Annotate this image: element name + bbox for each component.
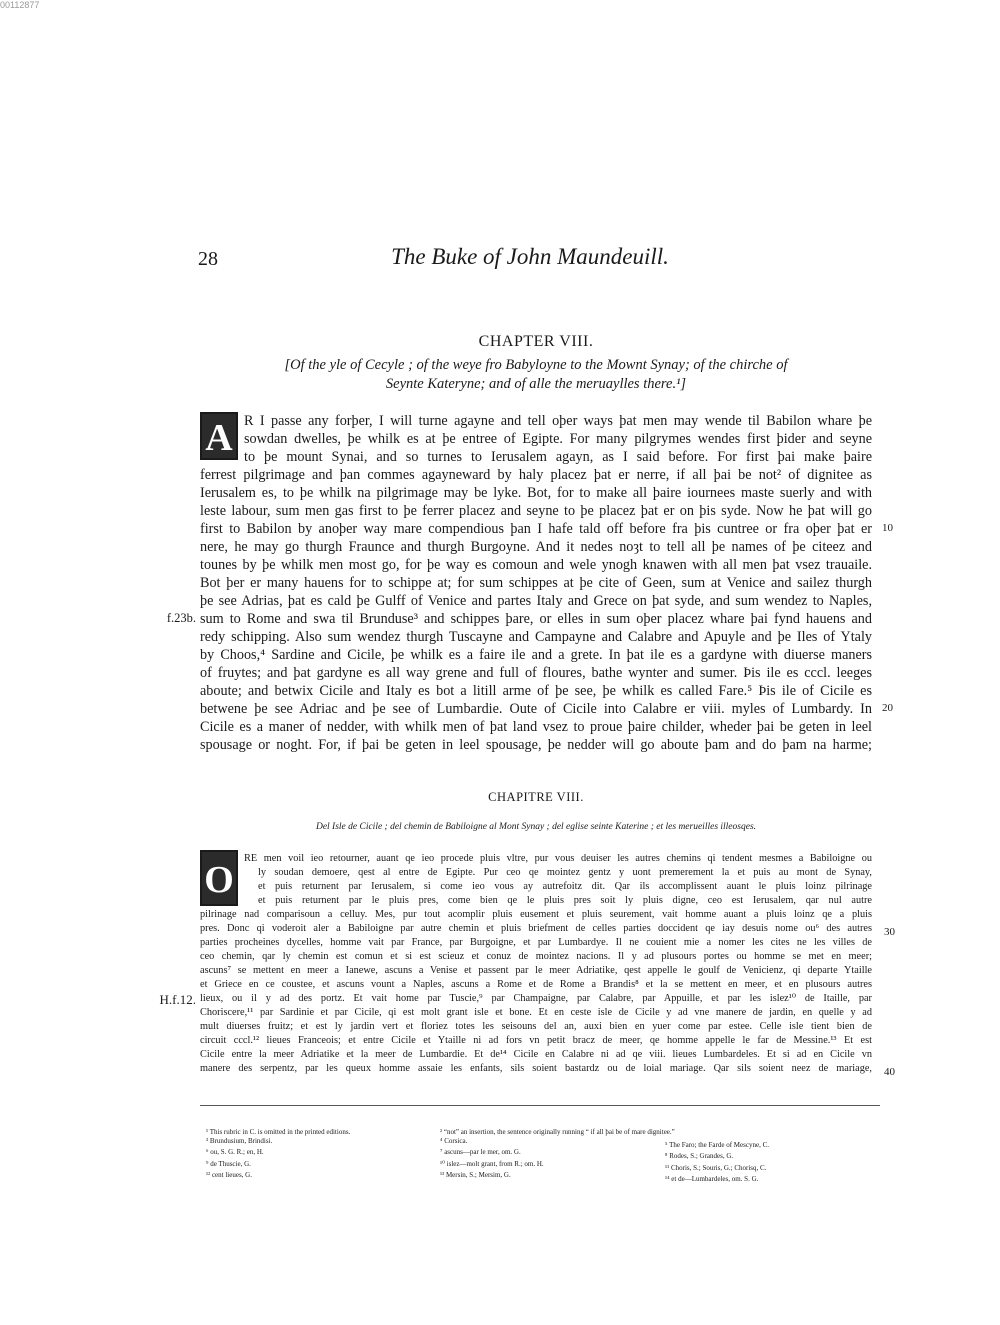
french-line: RE men voil ieo retourner, auant qe ieo procede pluis vltre, pur vous deuiser les autres chemins qi tendent mesmes a Babiloigne ou <box>244 853 872 864</box>
french-line: pilrinage nad comparisoun a celluy. Mes, pur tout acomplir pluis eusement et pluis seurement, vait homme auant a pluis loinz qe a pluis <box>200 909 872 920</box>
french-line: ceo chemin, qar ly chemin est comun et si est scieuz et conuz de mointez nacions. Il y ad plusours portes ou homme se met en meer; <box>200 951 872 962</box>
english-line: redy schipping. Also sum wendez thurgh Tuscayne and Campayne and Calabre and Apuyle and þe Iles of Ytaly <box>200 629 872 645</box>
french-line: lieux, ou il y ad des portz. Et vait home par Tuscie,⁹ par Champaigne, par Calabre, par Appuille, et par les islez¹⁰ de Itaille, par <box>200 993 872 1004</box>
english-line: ferrest pilgrimage and þan commes agayneward by haly placez þat er nerre, if all þai be not² of dignitee as <box>200 467 872 483</box>
english-line: of fruytes; and þat gardyne es all way grene and full of floures, bathe wynter and sumer. Þis ile es cccl. leeges <box>200 665 872 681</box>
english-line: to þe mount Synai, and so turnes to Ierusalem agayn, as I said before. For first þai make þaire <box>244 449 872 465</box>
footnote: ² “not” an insertion, the sentence originally running “ if all þai be of mare dignitee.” <box>440 1128 675 1136</box>
running-head: The Buke of John Maundeuill. <box>391 244 669 269</box>
french-line: mult diuerses fruitz; et est ly jardin vert et floriez totes les seisouns del an, auxi bien en yuer come par estee. Celle isle tient bien de <box>200 1021 872 1032</box>
english-line: by Choos,⁴ Sardine and Cicile, þe whilk es a faire ile and a grete. In þat ile es a gardyne with diuerse maners <box>200 647 872 663</box>
english-line: nere, he may go thurgh Fraunce and thurgh Burgoyne. And it nedes noȝt to tell all þe names of þe citeez and <box>200 539 872 555</box>
margin-folio-note: f.23b. <box>166 611 196 625</box>
french-drop-initial: O <box>200 850 238 906</box>
scan-id: 00112877 <box>0 0 40 10</box>
english-line: tounes by þe whilk men most go, for þe way es comoun and wele ynogh knawen with all men þat vsez trauaile. <box>200 557 872 573</box>
french-line: et Griece en ce coustee, et ascuns vount a Naples, ascuns a Rome et de Rome a Brandis⁸ et la se mettent en meer, et en plusours autres <box>200 979 872 990</box>
english-rubric-line-1: [Of the yle of Cecyle ; of the weye fro Babyloyne to the Mownt Synay; of the chirche of <box>284 357 788 373</box>
english-line: Bot þer er many hauens for to schippe at; for sum schippes at þe cite of Geen, sum at Venice and sailez thurgh <box>200 575 872 591</box>
english-line: aboute; and betwix Cicile and Italy es bot a litill arme of þe see, þe whilk es called Fare.⁵ Þis ile of Cicile es <box>200 683 872 699</box>
page-number: 28 <box>198 248 218 270</box>
french-rubric: Del Isle de Cicile ; del chemin de Babiloigne al Mont Synay ; del eglise seinte Katerine ; et les merueilles illeosqes. <box>315 822 757 832</box>
english-line: Cicile es a maner of nedder, with whilk men of þat land vsez to proue þaire childer, wheder þai be geten in leel <box>200 719 872 735</box>
footnote: ⁹ de Thuscie, G. <box>206 1160 251 1168</box>
margin-folio-note: H.f.12. <box>159 992 196 1007</box>
line-number: 30 <box>884 926 895 938</box>
french-line: Cicile entre la meer Adriatike et la meer de Lumbardie. Et de¹⁴ Cicile en Calabre ni ad qe viii. lieues Lumbardeles. Et si ad en Cicile vn <box>200 1049 872 1060</box>
footnote-rule <box>200 1105 880 1106</box>
french-line: parties procheines dycelles, homme vait par France, par Burgoigne, et par Lumbardye. Il ne couient mie a nomer les cites ne les villes de <box>200 937 872 948</box>
line-number: 10 <box>882 522 893 534</box>
english-drop-initial: A <box>200 412 238 460</box>
footnote: ⁴ Corsica. <box>440 1137 468 1145</box>
footnote: ¹² cent lieues, G. <box>206 1171 252 1179</box>
french-line: manere des serpentz, par les queux homme assaie les enfants, sils soient bastardz ou de loial mariage. Qar sils soient neez de mariage, <box>200 1063 872 1074</box>
french-line: et puis returnent par Ierusalem, si come ieo vous ay autrefoitz dit. Qar ils accomplissent auant le pluis loinz pilrinage <box>258 881 872 892</box>
footnote: ¹³ Mersin, S.; Mersim, G. <box>440 1171 511 1179</box>
footnote: ¹ This rubric in C. is omitted in the printed editions. <box>206 1128 351 1136</box>
line-number: 20 <box>882 702 893 714</box>
french-line: Choriscere,¹¹ par Sardinie et par Cicile, qi est molt grant isle et bone. Et en ceste isle de Cicile y ad vne manere de jardin, en quelle y ad <box>200 1007 872 1018</box>
french-line: pres. Donc qi voderoit aler a Babiloigne par autre chemin et pluis briefment de celles parties doccident qe iay desuis nome ou⁶ des autres <box>200 923 872 934</box>
english-rubric-line-2: Seynte Kateryne; and of alle the meruaylles there.¹] <box>385 376 687 392</box>
french-line: et puis returnent par le pluis pres, come bien qe le pluis pres soit ly pluis digne, ceo est Ierusalem, qar nul autre <box>258 895 872 906</box>
english-line: R I passe any forþer, I will turne agayne and tell oþer ways þat men may wende til Babilon whare þe <box>244 413 872 429</box>
english-line: leste labour, sum men gas first to þe ferrer placez and seyne to þe placez þat er on þis syde. Now he þat will go <box>200 503 872 519</box>
english-chapter-title: CHAPTER VIII. <box>478 333 594 350</box>
footnote: ¹⁰ islez—molt grant, from R.; om. H. <box>440 1160 544 1168</box>
english-line: spousage or noght. For, if þai be geten in leel spousage, þe nedder will go aboute þam and do þam na harme; <box>200 737 872 753</box>
english-line: sowdan dwelles, þe whilk es at þe entree of Egipte. For many pilgrymes wendes first þider and seyne <box>244 431 872 447</box>
french-line: circuit cccl.¹² lieues Franceois; et entre Cicile et Ytaille ni ad fors vn petit bracz de meer, qe homme appelle le far de Messine.¹³ Et est <box>200 1035 872 1046</box>
english-line: first to Babilon by anoþer way mare compendious þan I hafe tald off before fra þis cuntree or fra oþer þat er <box>200 521 872 537</box>
footnote: ¹¹ Choris, S.; Souris, G.; Chorisq, C. <box>665 1164 767 1172</box>
line-number: 40 <box>884 1066 895 1078</box>
footnote: ⁸ Rodes, S.; Grandes, G. <box>665 1152 734 1160</box>
footnote: ¹⁴ et de—Lumbardeles, om. S. G. <box>665 1175 759 1183</box>
english-line: betwene þe see Adriac and þe see of Lumbardie. Oute of Cicile into Calabre er viii. myles of Lumbardy. In <box>200 701 872 717</box>
footnote: ⁵ The Faro; the Farde of Mescyne, C. <box>665 1141 769 1149</box>
french-line: ly soudan demoere, qest al entre de Egipte. Pur ceo qe mointez gentz y uont premerement la et puis au mont de Synay, <box>258 867 872 878</box>
footnote: ⁶ ou, S. G. R.; en, H. <box>206 1148 264 1156</box>
english-line: sum to Rome and swa til Brunduse³ and schippes þare, or elles in sum oþer placez whare þai fynd hauens and <box>200 611 872 627</box>
english-rubric <box>200 356 872 394</box>
english-line: þe see Adrias, þat es cald þe Gulff of Venice and partes Italy and Grece on þat syde, and sum wendez to Naples, <box>200 593 872 609</box>
footnote: ⁷ ascuns—par le mer, om. G. <box>440 1148 521 1156</box>
footnote: ³ Brundusium, Brindisi. <box>206 1137 273 1145</box>
french-line: ascuns⁷ se mettent en meer a Ianewe, ascuns a Venise et passent par le meer Adriatike, qest appelle le goulf de Venicienz, qi departe Ytaille <box>200 965 872 976</box>
english-line: Ierusalem es, to þe whilk na pilgrimage may be lyke. Bot, for to make all þaire iournees maste suerly and with <box>200 485 872 501</box>
french-chapter-title: CHAPITRE VIII. <box>488 790 584 804</box>
